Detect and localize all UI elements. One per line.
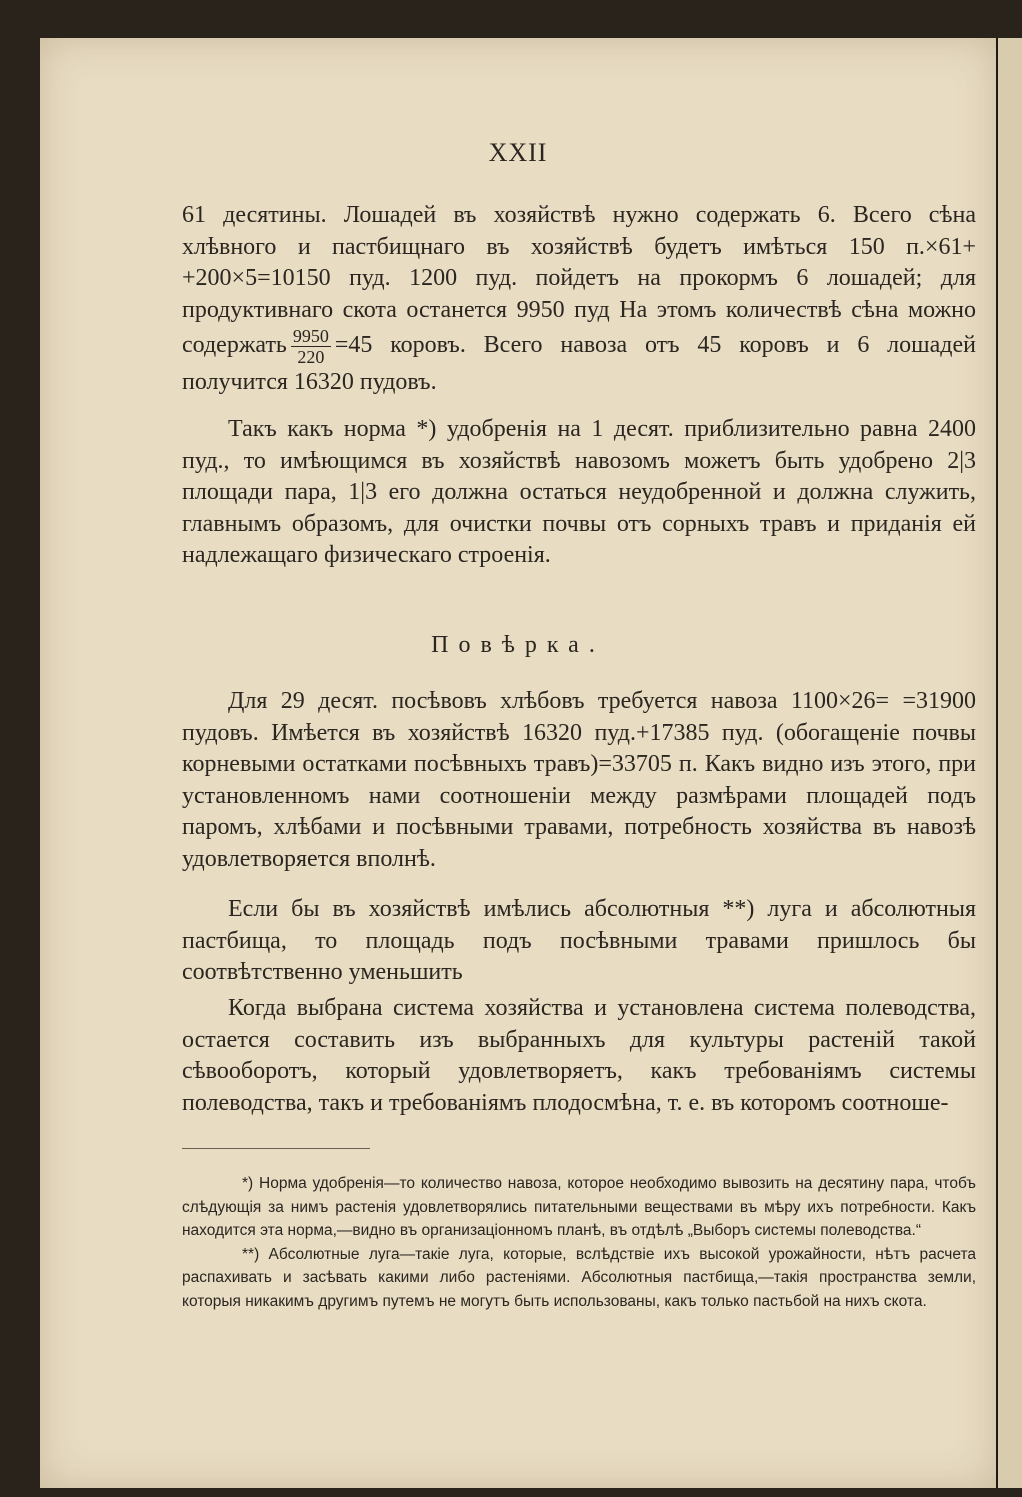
footnote-1: *) Норма удобренія—то количество навоза, которое необходимо вывозить на десятину пара, чтобъ слѣдующія за нимъ растенія удовлетворялись питательными веществами въ мѣру ихъ потребности. Какъ находится эта норма,—видно въ организаціонномъ планѣ, въ отдѣлѣ „Выборъ системы полеводства.“ [182, 1175, 976, 1239]
paragraph-2 [182, 414, 976, 572]
section-heading: Повѣрка. [431, 632, 605, 658]
paragraph-1-text-b: =45 коровъ. Всего навоза отъ 45 коровъ и 6 лошадей получится 16320 пудовъ. [182, 332, 976, 396]
footnote-2: **) Абсолютные луга—такіе луга, которые, вслѣдствіе ихъ высокой урожайности, нѣтъ расчета распахивать и засѣвать какими либо растеніями. Абсолютныя пастбища,—такія пространства земли, которыя никакимъ другимъ путемъ не могутъ быть использованы, какъ только пастьбой на нихъ скота. [182, 1245, 976, 1310]
paragraph-1-text-a: 61 десятины. Лошадей въ хозяйствѣ нужно содержать 6. Всего сѣна хлѣвного и пастбищнаго въ хозяйствѣ будетъ имѣться 150 п.×61+ +200×5=10150 пуд. 1200 пуд. пойдетъ на прокормъ 6 лошадей; для продуктивнаго скота останется 9950 пуд На этомъ количествѣ сѣна можно содержать [182, 202, 976, 359]
fraction-numerator: 9950 [292, 326, 329, 347]
fraction-denominator: 220 [297, 347, 325, 368]
paragraph-4-text: Если бы въ хозяйствѣ имѣлись абсолютныя **) луга и абсолютныя пастбища, то площадь подъ посѣвными травами пришлось бы соотвѣтственно уменьшить [182, 896, 976, 986]
footnote-divider [182, 1148, 370, 1149]
paragraph-5-text: Когда выбрана система хозяйства и установлена система полеводства, остается составить изъ выбранныхъ для культуры растеній такой сѣвооборотъ, который удовлетворяетъ, какъ требованіямъ системы полеводства, такъ и требованіямъ плодосмѣна, т. е. въ которомъ соотноше- [182, 995, 976, 1116]
adjacent-page-edge [996, 38, 1022, 1488]
page-number: XXII [488, 138, 548, 167]
paragraph-3 [182, 686, 976, 876]
paragraph-4 [182, 894, 976, 989]
fraction [291, 326, 331, 367]
footnotes [182, 1172, 976, 1313]
book-page [40, 38, 996, 1488]
paragraph-5 [182, 993, 976, 1119]
paragraph-3-text: Для 29 десят. посѣвовъ хлѣбовъ требуется навоза 1100×26= =31900 пудовъ. Имѣется въ хозяйствѣ 16320 пуд.+17385 пуд. (обогащеніе почвы корневыми остатками посѣвныхъ травъ)=33705 п. Какъ видно изъ этого, при установленномъ нами соотношеніи между размѣрами площадей подъ паромъ, хлѣбами и посѣвными травами, потребность хозяйства въ навозѣ удовлетворяется вполнѣ. [182, 688, 976, 872]
paragraph-2-text: Такъ какъ норма *) удобренія на 1 десят. приблизительно равна 2400 пуд., то имѣющимся въ хозяйствѣ навозомъ можетъ быть удобрено 2|3 площади пара, 1|3 его должна остаться неудобренной и должна служить, главнымъ образомъ, для очистки почвы отъ сорныхъ травъ и приданія ей надлежащаго физическаго строенія. [182, 416, 976, 569]
paragraph-1 [182, 200, 976, 399]
